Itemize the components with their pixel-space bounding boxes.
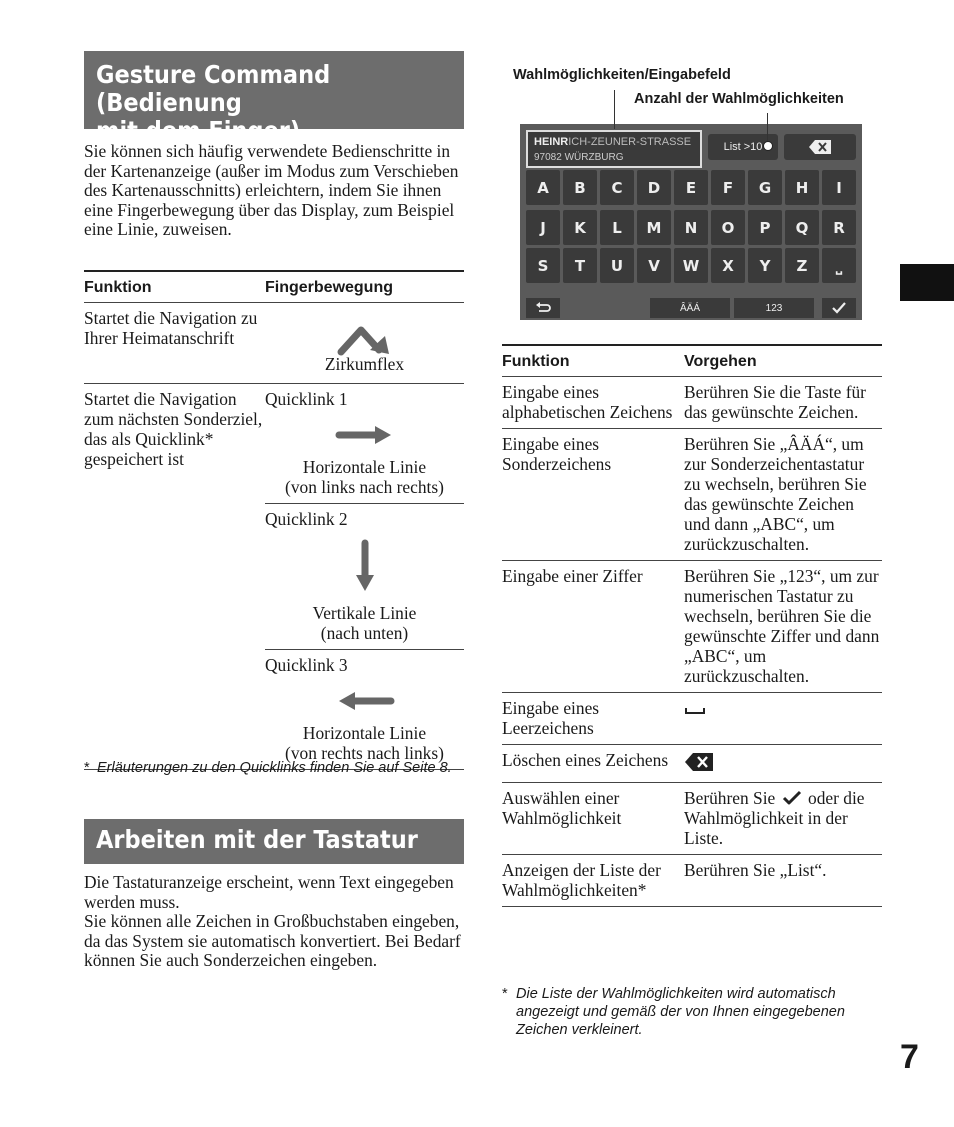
action-cell	[684, 745, 882, 783]
gesture-cell	[265, 303, 464, 384]
table-row	[502, 377, 882, 429]
key-space[interactable]: ⎵	[822, 248, 856, 283]
chapter-tab	[900, 264, 954, 301]
arrow-down-gesture-icon	[353, 539, 377, 595]
back-button[interactable]	[526, 298, 560, 318]
key-i[interactable]: I	[822, 170, 856, 205]
check-icon	[832, 302, 846, 314]
check-icon	[782, 790, 802, 806]
label-candidate-count: Anzahl der Wahlmöglichkeiten	[634, 91, 844, 107]
back-arrow-icon	[535, 302, 551, 314]
gesture-cell	[265, 504, 464, 650]
leader-dot	[763, 141, 773, 151]
key-w[interactable]: W	[674, 248, 708, 283]
key-s[interactable]: S	[526, 248, 560, 283]
header-function: Funktion	[84, 271, 265, 303]
quicklink-label: Quicklink 1	[265, 389, 348, 409]
action-cell: Berühren Sie „123“, um zur numerischen Tastatur zu wechseln, berühren Sie die gewünschte Ziffer und dann „ABC“, um zurückzuschalten.	[684, 561, 882, 693]
page-number: 7	[900, 1038, 919, 1076]
function-cell: Auswählen einer Wahlmöglichkeit	[502, 783, 684, 855]
intro-paragraph: Sie können sich häufig verwendete Bedienschritte in der Kartenanzeige (außer im Modus zum Verschieben des Kartenausschnitts) erleichtern, indem Sie ihnen eine Fingerbewegung über das Display, zum Beispiel eine Linie, zuweisen.	[84, 141, 459, 240]
function-cell: Startet die Navigation zum nächsten Sonderziel, das als Quicklink* gespeichert ist	[84, 384, 265, 770]
title-line-1: Gesture Command (Bedienung	[96, 60, 331, 117]
input-field[interactable]	[526, 130, 702, 168]
backspace-icon	[809, 140, 831, 154]
list-button[interactable]: List >10	[708, 134, 778, 160]
key-b[interactable]: B	[563, 170, 597, 205]
function-cell: Startet die Navigation zu Ihrer Heimatanschrift	[84, 303, 265, 384]
keyboard-paragraph-2: Sie können alle Zeichen in Großbuchstaben eingeben, da das System sie automatisch konvertiert. Bei Bedarf können Sie auch Sonderzeichen eingeben.	[84, 911, 461, 971]
key-y[interactable]: Y	[748, 248, 782, 283]
action-text: Berühren Sie	[684, 788, 776, 808]
footnote-text: Erläuterungen zu den Quicklinks finden Sie auf Seite 8.	[97, 760, 452, 776]
input-second-line: 97082 WÜRZBURG	[534, 152, 624, 163]
key-o[interactable]: O	[711, 210, 745, 245]
footnote-text: Die Liste der Wahlmöglichkeiten wird automatisch angezeigt und gemäß der von Ihnen eingegebenen Zeichen verkleinert.	[516, 986, 845, 1038]
action-text: oder die Wahlmöglichkeit in der Liste.	[684, 788, 865, 848]
footnote-candidates	[502, 985, 882, 1039]
gesture-cell	[265, 384, 464, 504]
leader-line-field	[614, 90, 615, 129]
key-n[interactable]: N	[674, 210, 708, 245]
backspace-button[interactable]	[784, 134, 856, 160]
backspace-icon	[684, 752, 714, 772]
key-d[interactable]: D	[637, 170, 671, 205]
gesture-label: (von rechts nach links)	[285, 743, 444, 763]
quicklink-label: Quicklink 2	[265, 509, 348, 529]
gesture-label: Vertikale Linie	[312, 603, 417, 623]
typed-text: HEINR	[534, 136, 569, 148]
circumflex-gesture-icon	[335, 320, 395, 358]
table-row	[502, 855, 882, 907]
keyboard-intro	[84, 873, 464, 971]
action-cell: Berühren Sie „ÂÄÁ“, um zur Sonderzeichentastatur zu wechseln, berühren Sie das gewünschte Zeichen und dann „ABC“, um zurückzuschalten.	[684, 429, 882, 561]
gesture-label: Zirkumflex	[324, 354, 405, 374]
arrow-left-gesture-icon	[335, 689, 395, 713]
key-g[interactable]: G	[748, 170, 782, 205]
key-r[interactable]: R	[822, 210, 856, 245]
table-row	[502, 745, 882, 783]
key-x[interactable]: X	[711, 248, 745, 283]
gesture-table	[84, 270, 464, 770]
action-cell	[684, 783, 882, 855]
key-f[interactable]: F	[711, 170, 745, 205]
special-chars-button[interactable]: ÂÄÁ	[650, 298, 730, 318]
table-row	[502, 429, 882, 561]
key-c[interactable]: C	[600, 170, 634, 205]
header-gesture: Fingerbewegung	[265, 271, 464, 303]
suggested-text: ICH-ZEUNER-STRASSE	[568, 136, 692, 148]
keyboard-table	[502, 344, 882, 907]
key-p[interactable]: P	[748, 210, 782, 245]
key-u[interactable]: U	[600, 248, 634, 283]
key-t[interactable]: T	[563, 248, 597, 283]
gesture-label: Horizontale Linie	[302, 723, 427, 743]
key-v[interactable]: V	[637, 248, 671, 283]
table-row	[502, 693, 882, 745]
gesture-cell	[265, 650, 464, 770]
footnote-asterisk: *	[84, 760, 90, 776]
leader-line-count	[767, 113, 768, 143]
key-z[interactable]: Z	[785, 248, 819, 283]
action-cell	[684, 693, 882, 745]
table-row	[502, 561, 882, 693]
table-row	[84, 303, 464, 384]
key-j[interactable]: J	[526, 210, 560, 245]
key-l[interactable]: L	[600, 210, 634, 245]
keyboard-paragraph-1: Die Tastaturanzeige erscheint, wenn Text eingegeben werden muss.	[84, 872, 454, 912]
function-cell: Löschen eines Zeichens	[502, 745, 684, 783]
key-k[interactable]: K	[563, 210, 597, 245]
function-cell: Anzeigen der Liste der Wahlmöglichkeiten*	[502, 855, 684, 907]
action-cell: Berühren Sie die Taste für das gewünschte Zeichen.	[684, 377, 882, 429]
header-action: Vorgehen	[684, 345, 882, 377]
keyboard-screen	[520, 124, 862, 320]
function-cell: Eingabe eines alphabetischen Zeichens	[502, 377, 684, 429]
label-input-field: Wahlmöglichkeiten/Eingabefeld	[513, 67, 731, 83]
confirm-button[interactable]	[822, 298, 856, 318]
quicklink-label: Quicklink 3	[265, 655, 348, 675]
table-row	[502, 783, 882, 855]
section-title-gesture-command	[84, 51, 464, 145]
section-title-keyboard: Arbeiten mit der Tastatur	[84, 819, 464, 864]
function-cell: Eingabe eines Leerzeichens	[502, 693, 684, 745]
function-cell: Eingabe einer Ziffer	[502, 561, 684, 693]
space-key-icon	[684, 702, 706, 716]
key-h[interactable]: H	[785, 170, 819, 205]
key-e[interactable]: E	[674, 170, 708, 205]
arrow-right-gesture-icon	[335, 423, 395, 447]
gesture-label: Horizontale Linie	[302, 457, 427, 477]
header-function: Funktion	[502, 345, 684, 377]
numeric-button[interactable]: 123	[734, 298, 814, 318]
footnote-asterisk: *	[502, 986, 508, 1002]
gesture-label: (nach unten)	[320, 623, 409, 643]
key-m[interactable]: M	[637, 210, 671, 245]
key-q[interactable]: Q	[785, 210, 819, 245]
key-a[interactable]: A	[526, 170, 560, 205]
function-cell: Eingabe eines Sonderzeichens	[502, 429, 684, 561]
table-row	[84, 384, 464, 504]
action-cell: Berühren Sie „List“.	[684, 855, 882, 907]
footnote-quicklinks	[84, 759, 454, 777]
title-line-2: mit dem Finger)	[96, 116, 301, 145]
gesture-label: (von links nach rechts)	[285, 477, 444, 497]
